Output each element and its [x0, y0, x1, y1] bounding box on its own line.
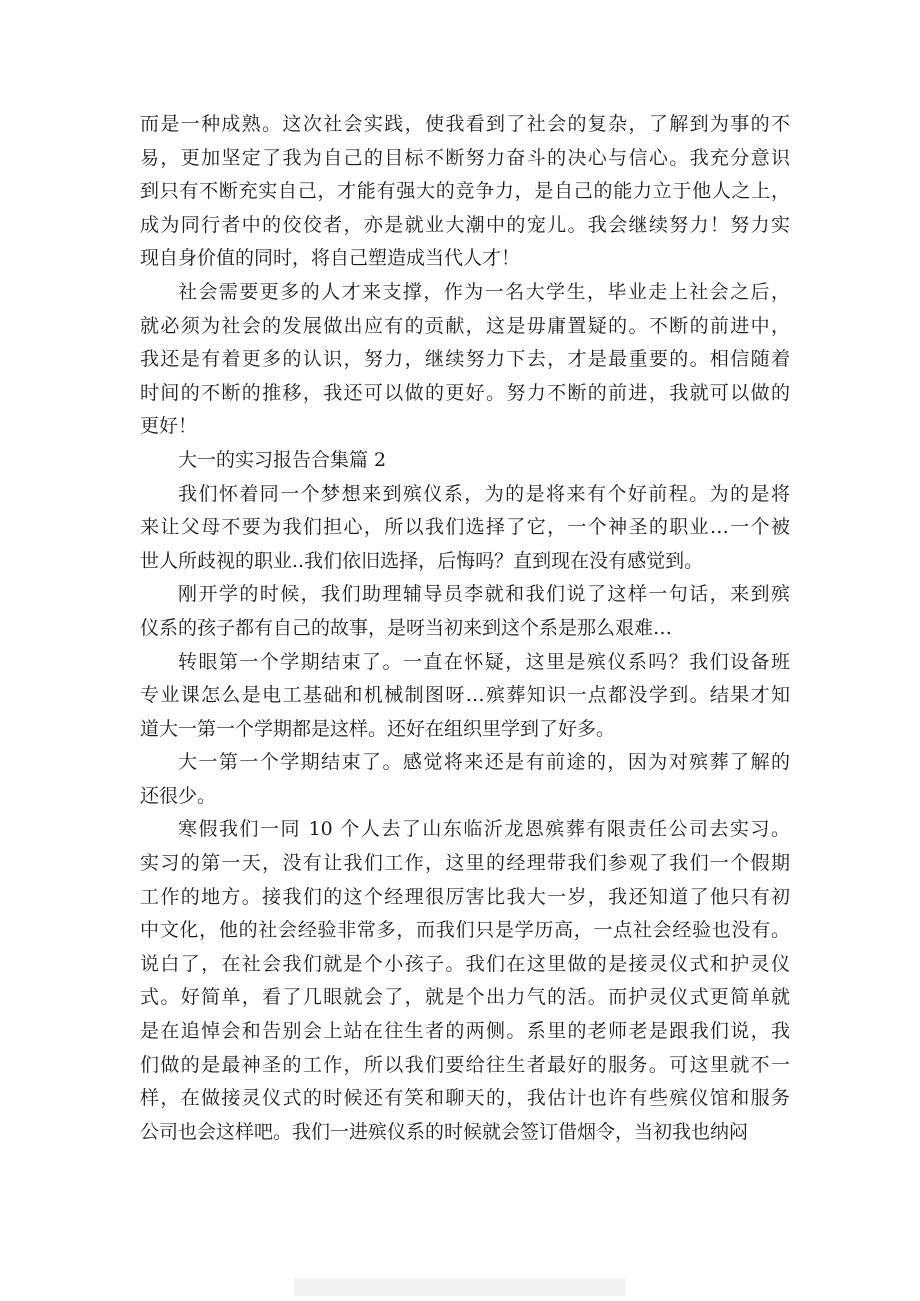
paragraph — [140, 478, 790, 579]
text-line: 是在追悼会和告别会上站在往生者的两侧。系里的老师老是跟我们说，我 — [140, 1020, 790, 1043]
text-line: 样，在做接灵仪式的时候还有笑和聊天的，我估计也许有些殡仪馆和服务 — [140, 1087, 790, 1110]
paragraph — [140, 276, 790, 444]
text-line: 我还是有着更多的认识，努力，继续努力下去，才是最重要的。相信随着 — [140, 348, 790, 371]
text-line: 专业课怎么是电工基础和机械制图呀…殡葬知识一点都没学到。结果才知 — [140, 684, 790, 707]
paragraph — [140, 813, 790, 1149]
text-line: 更好！ — [140, 415, 198, 438]
text-line: 大一的实习报告合集篇 2 — [178, 448, 387, 471]
text-line: 仪系的孩子都有自己的故事，是呀当初来到这个系是那么艰难… — [140, 616, 673, 639]
paragraph — [140, 746, 790, 813]
text-line: 世人所歧视的职业..我们依旧选择，后悔吗？直到现在没有感觉到。 — [140, 549, 704, 572]
text-line: 转眼第一个学期结束了。一直在怀疑，这里是殡仪系吗？我们设备班 — [178, 650, 790, 673]
paragraph — [140, 578, 790, 645]
text-line: 式。好简单，看了几眼就会了，就是个出力气的活。而护灵仪式更简单就 — [140, 986, 790, 1009]
text-line: 而是一种成熟。这次社会实践，使我看到了社会的复杂，了解到为事的不 — [140, 113, 790, 135]
text-line: 成为同行者中的佼佼者，亦是就业大潮中的宠儿。我会继续努力！努力实 — [140, 213, 790, 236]
document-body — [140, 108, 790, 1149]
text-line: 道大一第一个学期都是这样。还好在组织里学到了好多。 — [140, 717, 616, 740]
text-line: 们做的是最神圣的工作，所以我们要给往生者最好的服务。可这里就不一 — [140, 1053, 790, 1076]
text-line: 到只有不断充实自己，才能有强大的竞争力，是自己的能力立于他人之上， — [140, 180, 790, 203]
paragraph — [140, 108, 790, 276]
text-line: 现自身价值的同时，将自己塑造成当代人才！ — [140, 247, 521, 270]
text-line: 社会需要更多的人才来支撑，作为一名大学生，毕业走上社会之后， — [178, 280, 790, 303]
text-line: 还很少。 — [140, 784, 217, 807]
text-line: 就必须为社会的发展做出应有的贡献，这是毋庸置疑的。不断的前进中， — [140, 314, 790, 337]
text-line: 刚开学的时候，我们助理辅导员李就和我们说了这样一句话，来到殡 — [178, 583, 790, 606]
paragraph — [140, 444, 790, 478]
text-line: 公司也会这样吧。我们一进殡仪系的时候就会签订借烟令，当初我也纳闷 — [140, 1120, 749, 1143]
paragraph — [140, 646, 790, 747]
text-line: 寒假我们一同 10 个人去了山东临沂龙恩殡葬有限责任公司去实习。 — [178, 818, 790, 841]
text-line: 来让父母不要为我们担心，所以我们选择了它，一个神圣的职业…一个被 — [140, 516, 790, 539]
page-footer-bar — [294, 1278, 625, 1296]
text-line: 我们怀着同一个梦想来到殡仪系，为的是将来有个好前程。为的是将 — [178, 482, 790, 505]
text-line: 大一第一个学期结束了。感觉将来还是有前途的，因为对殡葬了解的 — [178, 751, 790, 774]
text-line: 中文化，他的社会经验非常多，而我们只是学历高，一点社会经验也没有。 — [140, 919, 790, 942]
text-line: 工作的地方。接我们的这个经理很厉害比我大一岁，我还知道了他只有初 — [140, 885, 790, 908]
text-line: 说白了，在社会我们就是个小孩子。我们在这里做的是接灵仪式和护灵仪 — [140, 952, 790, 975]
text-line: 易，更加坚定了我为自己的目标不断努力奋斗的决心与信心。我充分意识 — [140, 146, 790, 169]
text-line: 实习的第一天，没有让我们工作，这里的经理带我们参观了我们一个假期 — [140, 852, 790, 875]
text-line: 时间的不断的推移，我还可以做的更好。努力不断的前进，我就可以做的 — [140, 381, 790, 404]
